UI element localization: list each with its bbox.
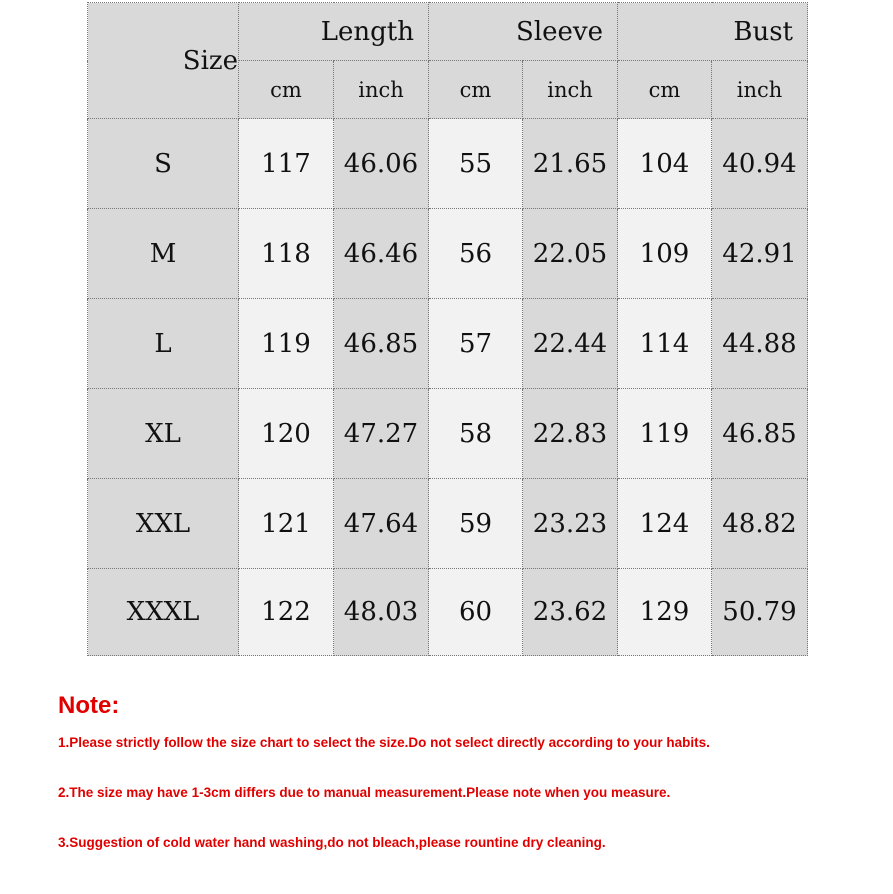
size-cell: XXL: [88, 479, 239, 569]
note-item-1: 1.Please strictly follow the size chart to select the size.Do not select directly according to your habits.: [58, 735, 710, 750]
value-cell: 119: [618, 389, 712, 479]
value-cell: 119: [239, 299, 334, 389]
table-row: [88, 569, 808, 656]
value-cell: 120: [239, 389, 334, 479]
size-cell: M: [88, 209, 239, 299]
value-cell: 46.46: [334, 209, 429, 299]
unit-header: cm: [239, 61, 334, 119]
value-cell: 117: [239, 119, 334, 209]
unit-header: inch: [334, 61, 429, 119]
value-cell: 122: [239, 569, 334, 656]
table-row: [88, 479, 808, 569]
value-cell: 44.88: [712, 299, 808, 389]
value-cell: 104: [618, 119, 712, 209]
bust-header: Bust: [618, 3, 808, 61]
value-cell: 47.64: [334, 479, 429, 569]
unit-header: inch: [523, 61, 618, 119]
value-cell: 56: [429, 209, 523, 299]
value-cell: 50.79: [712, 569, 808, 656]
value-cell: 58: [429, 389, 523, 479]
length-header: Length: [239, 3, 429, 61]
table-row: [88, 299, 808, 389]
value-cell: 22.83: [523, 389, 618, 479]
unit-header: cm: [618, 61, 712, 119]
value-cell: 109: [618, 209, 712, 299]
value-cell: 46.85: [334, 299, 429, 389]
unit-header: cm: [429, 61, 523, 119]
value-cell: 46.85: [712, 389, 808, 479]
unit-header: inch: [712, 61, 808, 119]
value-cell: 40.94: [712, 119, 808, 209]
table-row: [88, 389, 808, 479]
value-cell: 124: [618, 479, 712, 569]
value-cell: 23.23: [523, 479, 618, 569]
value-cell: 55: [429, 119, 523, 209]
value-cell: 47.27: [334, 389, 429, 479]
value-cell: 48.82: [712, 479, 808, 569]
value-cell: 23.62: [523, 569, 618, 656]
value-cell: 22.44: [523, 299, 618, 389]
value-cell: 60: [429, 569, 523, 656]
table-row: [88, 209, 808, 299]
sleeve-header: Sleeve: [429, 3, 618, 61]
size-cell: S: [88, 119, 239, 209]
size-chart-table: [87, 2, 808, 656]
table-row: [88, 119, 808, 209]
value-cell: 114: [618, 299, 712, 389]
note-title: Note:: [58, 692, 120, 719]
size-cell: XXXL: [88, 569, 239, 656]
size-cell: XL: [88, 389, 239, 479]
value-cell: 22.05: [523, 209, 618, 299]
value-cell: 21.65: [523, 119, 618, 209]
note-item-3: 3.Suggestion of cold water hand washing,do not bleach,please rountine dry cleaning.: [58, 835, 606, 850]
size-header: Size: [88, 3, 239, 119]
value-cell: 59: [429, 479, 523, 569]
note-item-2: 2.The size may have 1-3cm differs due to manual measurement.Please note when you measure.: [58, 785, 671, 800]
value-cell: 121: [239, 479, 334, 569]
value-cell: 57: [429, 299, 523, 389]
value-cell: 118: [239, 209, 334, 299]
value-cell: 46.06: [334, 119, 429, 209]
value-cell: 48.03: [334, 569, 429, 656]
size-cell: L: [88, 299, 239, 389]
value-cell: 42.91: [712, 209, 808, 299]
value-cell: 129: [618, 569, 712, 656]
